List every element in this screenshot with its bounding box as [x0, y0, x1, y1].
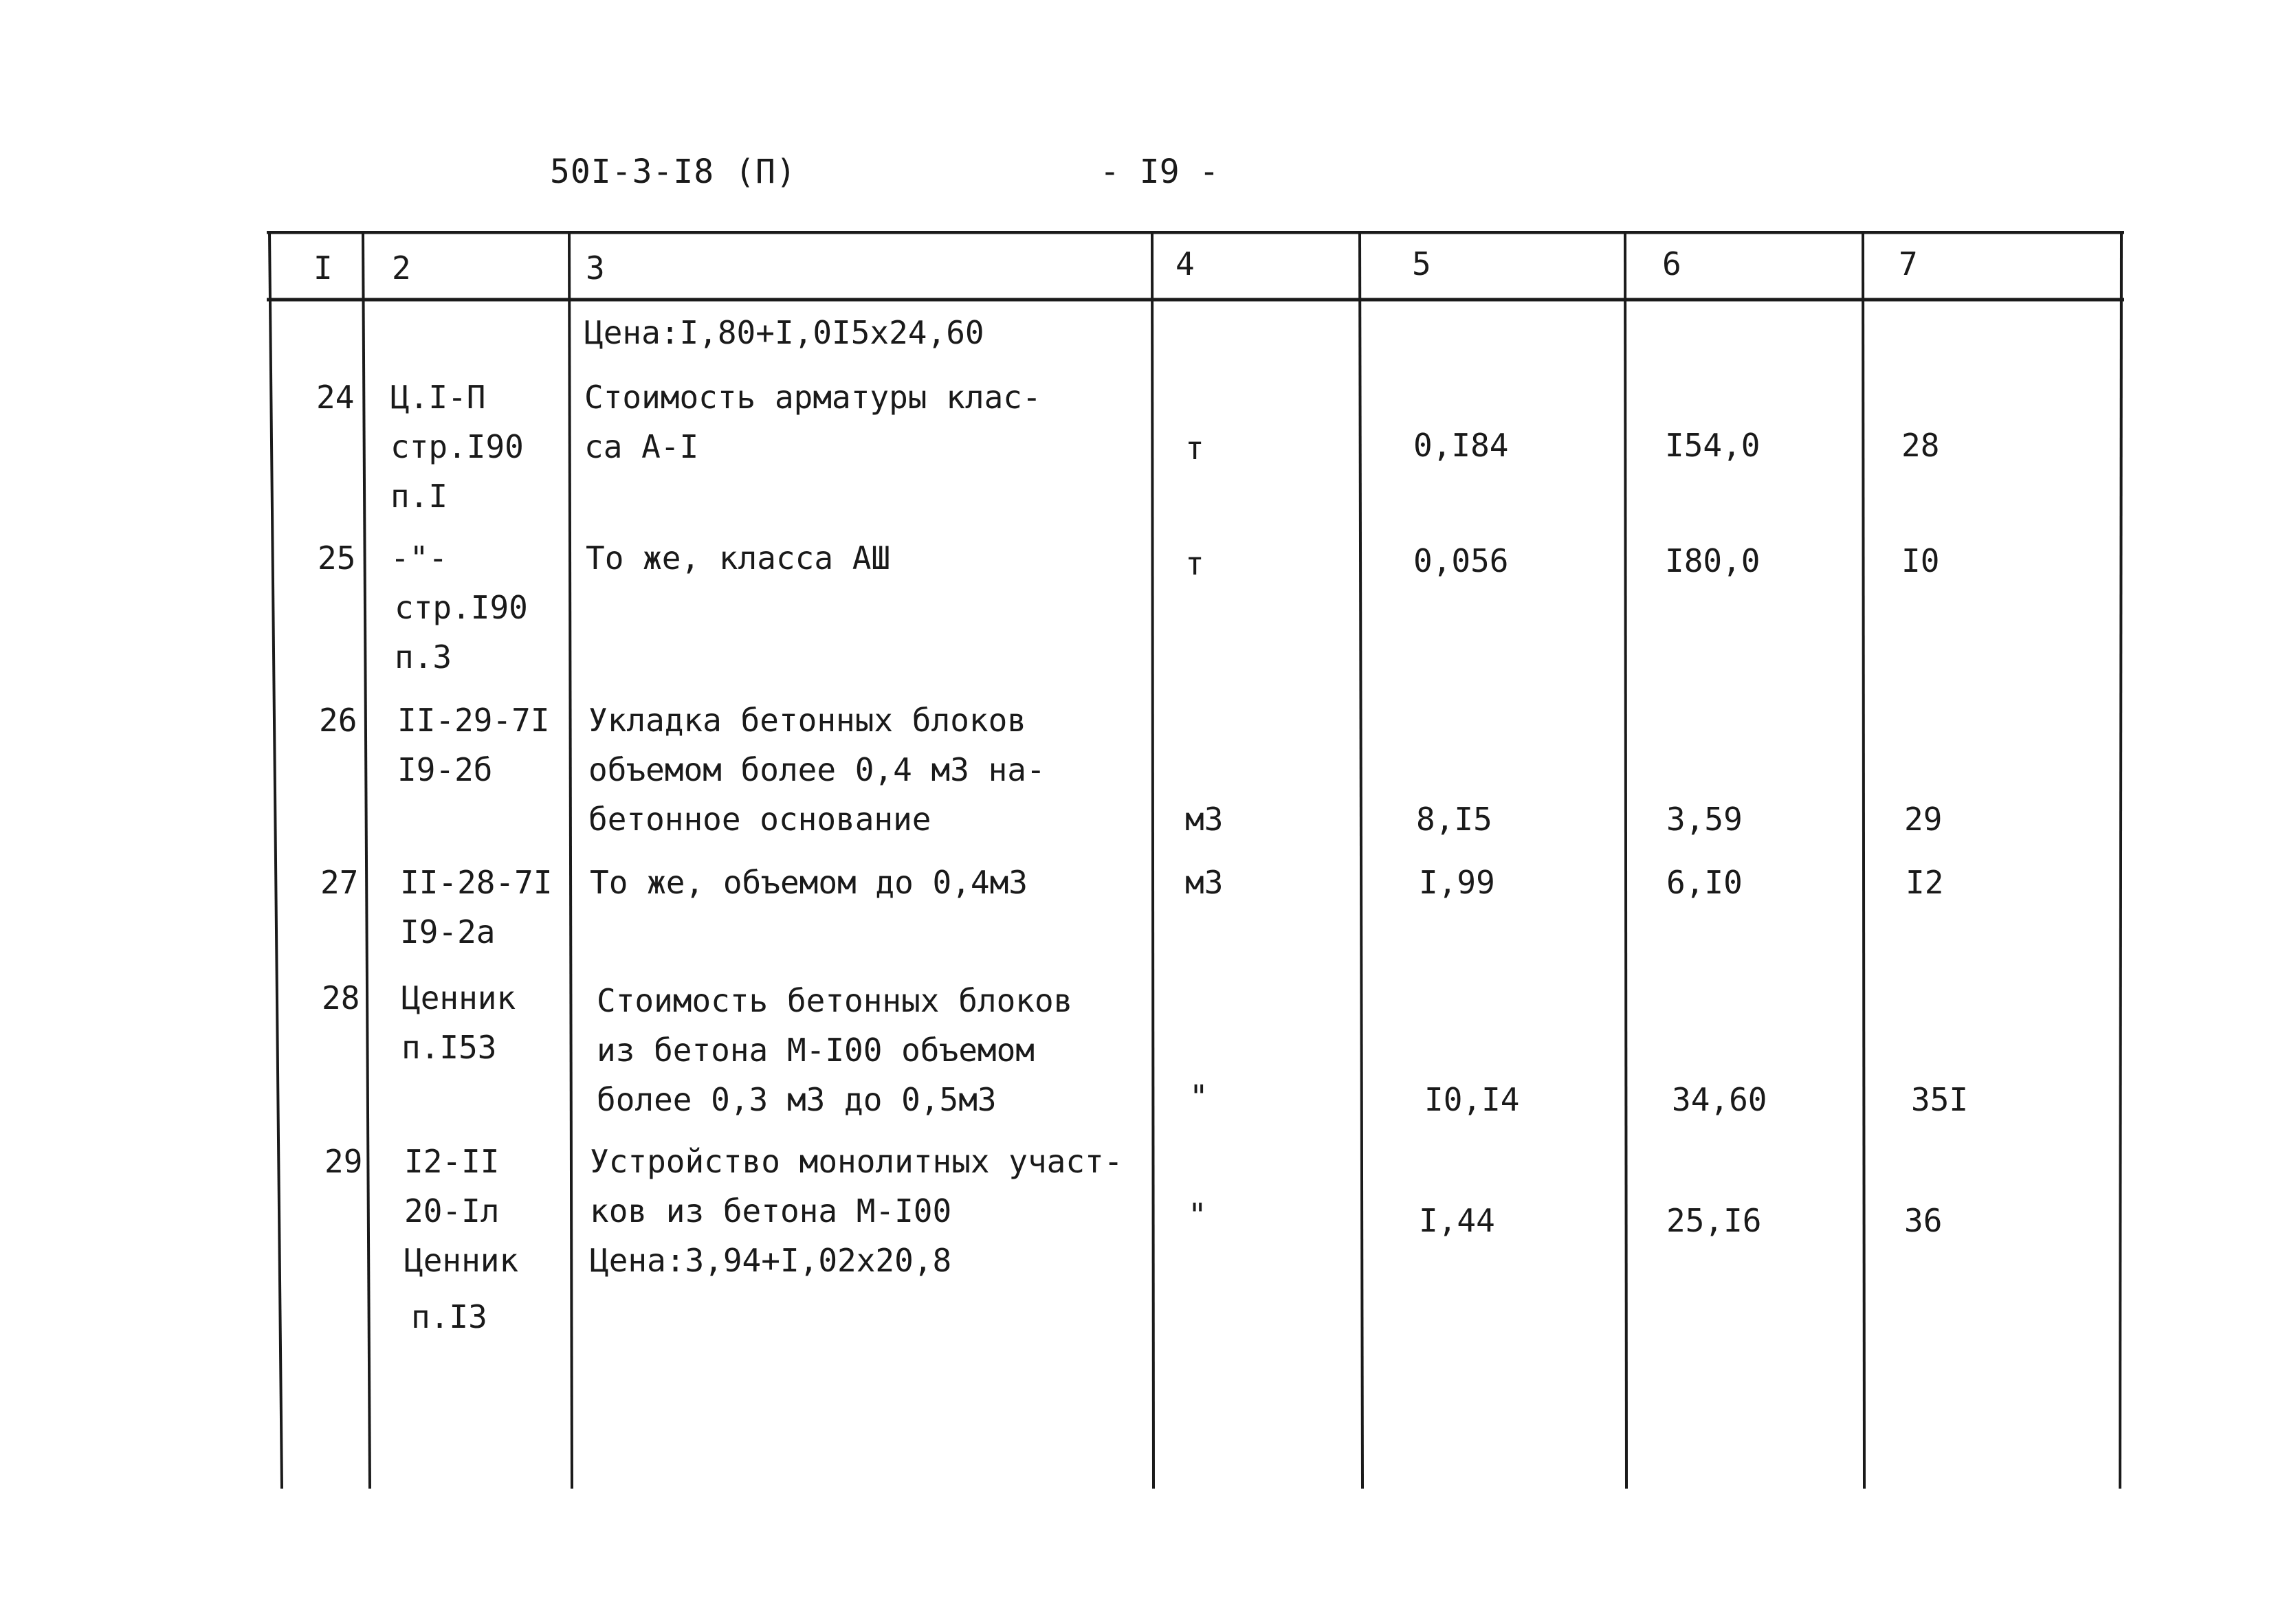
row-description: То же, объемом до 0,4м3 [590, 864, 1028, 901]
row-description: То же, класса АШ [586, 540, 891, 577]
row-description: из бетона М-I00 объемом [597, 1032, 1035, 1069]
row-unit: м3 [1185, 801, 1224, 838]
row-unit: т [1185, 545, 1204, 582]
row-quantity: I,44 [1419, 1202, 1495, 1239]
col-header-3: 3 [586, 249, 605, 287]
row-description: Укладка бетонных блоков [588, 702, 1026, 739]
row-description: объемом более 0,4 м3 на- [588, 751, 1046, 788]
row-description: Стоимость бетонных блоков [597, 982, 1073, 1019]
col-header-2: 2 [392, 249, 411, 287]
col-divider-4 [1360, 232, 1362, 1489]
row-reference: I9-2б [397, 751, 493, 788]
row-description: Стоимость арматуры клас- [584, 379, 1041, 416]
row-total: 29 [1904, 801, 1943, 838]
row-reference: I2-II [404, 1143, 500, 1180]
row-reference: 20-Iл [404, 1192, 500, 1230]
row-total: I2 [1906, 864, 1944, 901]
row-reference: I9-2а [400, 913, 496, 950]
row-reference: Ценник [404, 1242, 519, 1279]
row-total: I0 [1901, 542, 1940, 579]
row-unit: " [1188, 1197, 1207, 1234]
table-left-border [269, 232, 282, 1489]
carry-over-price: Цена:I,80+I,0I5x24,60 [584, 314, 984, 351]
row-unit: м3 [1185, 864, 1224, 901]
estimate-table [267, 231, 2124, 1489]
row-reference: Ц.I-П [390, 379, 486, 416]
document-code: 50I-3-I8 (П) [550, 153, 797, 191]
col-header-7: 7 [1899, 245, 1918, 282]
row-unit-price: 6,I0 [1666, 864, 1743, 901]
row-quantity: 0,056 [1413, 542, 1509, 579]
row-number: 28 [322, 979, 360, 1016]
row-unit: т [1185, 430, 1204, 467]
row-description: бетонное основание [588, 801, 931, 838]
row-unit-price: I80,0 [1665, 542, 1760, 579]
col-header-1: I [313, 249, 333, 287]
row-quantity: I,99 [1419, 864, 1495, 901]
row-number: 26 [319, 702, 357, 739]
col-divider-2 [569, 232, 572, 1489]
row-total: 28 [1901, 427, 1940, 464]
row-unit-price: I54,0 [1665, 427, 1760, 464]
row-description: более 0,3 м3 до 0,5м3 [597, 1081, 997, 1118]
row-description: ков из бетона М-I00 [590, 1192, 952, 1230]
row-number: 25 [318, 540, 356, 577]
row-description: са A-I [584, 428, 699, 465]
row-reference: Ценник [401, 979, 516, 1016]
row-reference: -"- [390, 540, 448, 577]
row-total: 36 [1904, 1202, 1943, 1239]
row-unit-price: 3,59 [1666, 801, 1743, 838]
col-divider-3 [1152, 232, 1153, 1489]
page-number: - I9 - [1100, 153, 1219, 191]
row-reference: II-28-7I [400, 864, 553, 901]
row-unit: " [1189, 1078, 1208, 1115]
row-reference: п.3 [395, 638, 452, 676]
row-reference: п.I53 [401, 1029, 497, 1066]
row-unit-price: 25,I6 [1666, 1202, 1762, 1239]
row-description: Устройство монолитных участ- [590, 1143, 1123, 1180]
row-reference: п.I3 [411, 1298, 487, 1335]
row-description: Цена:3,94+I,02x20,8 [590, 1242, 952, 1279]
row-reference: стр.I90 [390, 428, 524, 465]
row-reference: II-29-7I [397, 702, 550, 739]
row-reference: стр.I90 [395, 589, 528, 626]
col-divider-6 [1863, 232, 1864, 1489]
row-total: 35I [1911, 1081, 1969, 1118]
col-divider-5 [1625, 232, 1626, 1489]
row-quantity: I0,I4 [1424, 1081, 1520, 1118]
row-number: 29 [324, 1143, 363, 1180]
row-quantity: 8,I5 [1416, 801, 1492, 838]
col-header-5: 5 [1412, 245, 1431, 282]
row-quantity: 0,I84 [1413, 427, 1509, 464]
col-header-6: 6 [1662, 245, 1681, 282]
table-right-border [2120, 232, 2121, 1489]
row-unit-price: 34,60 [1672, 1081, 1767, 1118]
row-reference: п.I [390, 478, 448, 515]
row-number: 27 [320, 864, 359, 901]
col-divider-1 [363, 232, 370, 1489]
row-number: 24 [316, 379, 355, 416]
col-header-4: 4 [1175, 245, 1195, 282]
